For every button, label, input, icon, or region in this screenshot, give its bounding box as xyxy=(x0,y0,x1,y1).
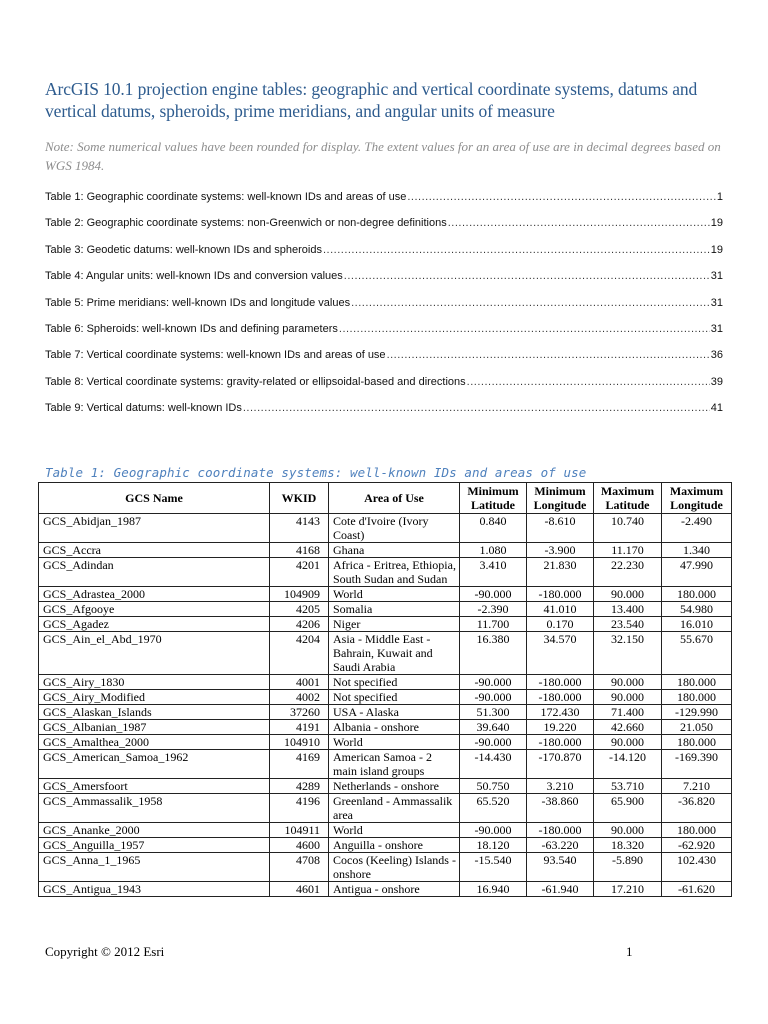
toc-entry[interactable] xyxy=(45,402,723,428)
gcs-name-cell: GCS_Abidjan_1987 xyxy=(39,514,270,543)
max-latitude-cell: 90.000 xyxy=(594,735,662,750)
wkid-cell: 104910 xyxy=(270,735,329,750)
toc-page-number: 31 xyxy=(710,296,723,309)
area-of-use-cell: Ghana xyxy=(329,543,460,558)
max-longitude-cell: 54.980 xyxy=(662,602,732,617)
header-max-latitude: Maximum Latitude xyxy=(594,483,662,514)
max-latitude-cell: 32.150 xyxy=(594,632,662,675)
min-latitude-cell: -90.000 xyxy=(460,823,527,838)
wkid-cell: 4600 xyxy=(270,838,329,853)
toc-label: Table 8: Vertical coordinate systems: gravity-related or ellipsoidal-based and directions xyxy=(45,375,466,388)
area-of-use-cell: USA - Alaska xyxy=(329,705,460,720)
max-longitude-cell: 21.050 xyxy=(662,720,732,735)
table-row xyxy=(39,632,732,675)
min-latitude-cell: 16.380 xyxy=(460,632,527,675)
area-of-use-cell: World xyxy=(329,823,460,838)
min-longitude-cell: -180.000 xyxy=(527,823,594,838)
min-longitude-cell: -180.000 xyxy=(527,675,594,690)
wkid-cell: 4205 xyxy=(270,602,329,617)
max-latitude-cell: 90.000 xyxy=(594,823,662,838)
min-longitude-cell: -63.220 xyxy=(527,838,594,853)
table-row xyxy=(39,853,732,882)
toc-page-number: 19 xyxy=(710,217,723,230)
gcs-name-cell: GCS_Accra xyxy=(39,543,270,558)
table-row xyxy=(39,690,732,705)
min-longitude-cell: 21.830 xyxy=(527,558,594,587)
min-latitude-cell: -90.000 xyxy=(460,587,527,602)
max-latitude-cell: 10.740 xyxy=(594,514,662,543)
toc-page-number: 31 xyxy=(710,270,723,283)
gcs-name-cell: GCS_American_Samoa_1962 xyxy=(39,750,270,779)
table-row xyxy=(39,602,732,617)
table-row xyxy=(39,779,732,794)
min-latitude-cell: 16.940 xyxy=(460,882,527,897)
wkid-cell: 4169 xyxy=(270,750,329,779)
min-latitude-cell: -15.540 xyxy=(460,853,527,882)
max-latitude-cell: 23.540 xyxy=(594,617,662,632)
min-latitude-cell: 0.840 xyxy=(460,514,527,543)
min-latitude-cell: 18.120 xyxy=(460,838,527,853)
area-of-use-cell: Asia - Middle East - Bahrain, Kuwait and Saudi Arabia xyxy=(329,632,460,675)
rounding-note: Note: Some numerical values have been rounded for display. The extent values for an area of use are in decimal degrees based on WGS 1984. xyxy=(45,139,721,173)
min-latitude-cell: -90.000 xyxy=(460,675,527,690)
table-row xyxy=(39,587,732,602)
max-latitude-cell: 18.320 xyxy=(594,838,662,853)
header-gcs-name: GCS Name xyxy=(39,483,270,514)
toc-label: Table 9: Vertical datums: well-known IDs xyxy=(45,402,242,415)
toc-entry[interactable] xyxy=(45,217,723,243)
min-longitude-cell: 3.210 xyxy=(527,779,594,794)
wkid-cell: 4206 xyxy=(270,617,329,632)
max-longitude-cell: -169.390 xyxy=(662,750,732,779)
max-longitude-cell: 16.010 xyxy=(662,617,732,632)
toc-leader-dots xyxy=(448,217,710,229)
toc-label: Table 6: Spheroids: well-known IDs and defining parameters xyxy=(45,322,338,335)
toc-leader-dots xyxy=(323,244,710,256)
header-wkid: WKID xyxy=(270,483,329,514)
min-latitude-cell: 65.520 xyxy=(460,794,527,823)
wkid-cell: 4001 xyxy=(270,675,329,690)
table-of-contents xyxy=(45,191,723,429)
table-row xyxy=(39,794,732,823)
document-title: ArcGIS 10.1 projection engine tables: geographic and vertical coordinate systems, datums and vertical datums, spheroids, prime meridians, and angular units of measure xyxy=(45,79,698,121)
min-latitude-cell: -14.430 xyxy=(460,750,527,779)
area-of-use-cell: Somalia xyxy=(329,602,460,617)
max-latitude-cell: -14.120 xyxy=(594,750,662,779)
toc-label: Table 5: Prime meridians: well-known IDs and longitude values xyxy=(45,296,351,309)
toc-entry[interactable] xyxy=(45,323,723,349)
gcs-name-cell: GCS_Amersfoort xyxy=(39,779,270,794)
min-longitude-cell: -180.000 xyxy=(527,690,594,705)
wkid-cell: 4143 xyxy=(270,514,329,543)
max-latitude-cell: 17.210 xyxy=(594,882,662,897)
max-latitude-cell: -5.890 xyxy=(594,853,662,882)
area-of-use-cell: World xyxy=(329,735,460,750)
max-latitude-cell: 71.400 xyxy=(594,705,662,720)
gcs-name-cell: GCS_Ananke_2000 xyxy=(39,823,270,838)
page-number: 1 xyxy=(626,944,633,959)
area-of-use-cell: World xyxy=(329,587,460,602)
table-row xyxy=(39,882,732,897)
gcs-name-cell: GCS_Alaskan_Islands xyxy=(39,705,270,720)
toc-entry[interactable] xyxy=(45,270,723,296)
min-latitude-cell: -90.000 xyxy=(460,735,527,750)
max-longitude-cell: 180.000 xyxy=(662,587,732,602)
gcs-name-cell: GCS_Airy_Modified xyxy=(39,690,270,705)
wkid-cell: 37260 xyxy=(270,705,329,720)
area-of-use-cell: Not specified xyxy=(329,690,460,705)
table-row xyxy=(39,735,732,750)
min-longitude-cell: 0.170 xyxy=(527,617,594,632)
table-header-row xyxy=(39,483,732,514)
wkid-cell: 4002 xyxy=(270,690,329,705)
gcs-name-cell: GCS_Anguilla_1957 xyxy=(39,838,270,853)
min-latitude-cell: 50.750 xyxy=(460,779,527,794)
max-longitude-cell: 55.670 xyxy=(662,632,732,675)
max-longitude-cell: -36.820 xyxy=(662,794,732,823)
toc-entry[interactable] xyxy=(45,349,723,375)
max-latitude-cell: 65.900 xyxy=(594,794,662,823)
header-min-longitude: Minimum Longitude xyxy=(527,483,594,514)
max-latitude-cell: 90.000 xyxy=(594,690,662,705)
min-longitude-cell: -170.870 xyxy=(527,750,594,779)
wkid-cell: 4601 xyxy=(270,882,329,897)
wkid-cell: 104909 xyxy=(270,587,329,602)
header-area-of-use: Area of Use xyxy=(329,483,460,514)
toc-leader-dots xyxy=(387,349,710,361)
toc-page-number: 39 xyxy=(710,375,723,388)
table-row xyxy=(39,838,732,853)
min-latitude-cell: -2.390 xyxy=(460,602,527,617)
min-longitude-cell: 34.570 xyxy=(527,632,594,675)
max-longitude-cell: 7.210 xyxy=(662,779,732,794)
toc-label: Table 1: Geographic coordinate systems: well-known IDs and areas of use xyxy=(45,191,407,203)
max-latitude-cell: 22.230 xyxy=(594,558,662,587)
gcs-name-cell: GCS_Ammassalik_1958 xyxy=(39,794,270,823)
toc-page-number: 41 xyxy=(710,402,723,415)
min-latitude-cell: 11.700 xyxy=(460,617,527,632)
wkid-cell: 4289 xyxy=(270,779,329,794)
max-longitude-cell: -2.490 xyxy=(662,514,732,543)
max-longitude-cell: 102.430 xyxy=(662,853,732,882)
toc-entry[interactable] xyxy=(45,191,723,217)
toc-label: Table 2: Geographic coordinate systems: non-Greenwich or non-degree definitions xyxy=(45,217,447,230)
area-of-use-cell: Antigua - onshore xyxy=(329,882,460,897)
min-longitude-cell: -180.000 xyxy=(527,735,594,750)
gcs-name-cell: GCS_Antigua_1943 xyxy=(39,882,270,897)
wkid-cell: 4196 xyxy=(270,794,329,823)
gcs-name-cell: GCS_Adindan xyxy=(39,558,270,587)
min-longitude-cell: 41.010 xyxy=(527,602,594,617)
min-longitude-cell: -180.000 xyxy=(527,587,594,602)
max-longitude-cell: 180.000 xyxy=(662,690,732,705)
max-longitude-cell: -61.620 xyxy=(662,882,732,897)
max-latitude-cell: 11.170 xyxy=(594,543,662,558)
area-of-use-cell: Cote d'Ivoire (Ivory Coast) xyxy=(329,514,460,543)
min-longitude-cell: -3.900 xyxy=(527,543,594,558)
area-of-use-cell: Netherlands - onshore xyxy=(329,779,460,794)
min-longitude-cell: -38.860 xyxy=(527,794,594,823)
max-latitude-cell: 90.000 xyxy=(594,675,662,690)
table-row xyxy=(39,514,732,543)
area-of-use-cell: Albania - onshore xyxy=(329,720,460,735)
max-latitude-cell: 42.660 xyxy=(594,720,662,735)
gcs-name-cell: GCS_Albanian_1987 xyxy=(39,720,270,735)
copyright-footer: Copyright © 2012 Esri xyxy=(45,944,165,959)
header-min-latitude: Minimum Latitude xyxy=(460,483,527,514)
table-row xyxy=(39,617,732,632)
toc-leader-dots xyxy=(339,323,710,335)
gcs-name-cell: GCS_Anna_1_1965 xyxy=(39,853,270,882)
min-latitude-cell: 51.300 xyxy=(460,705,527,720)
toc-leader-dots xyxy=(351,297,710,309)
max-longitude-cell: -62.920 xyxy=(662,838,732,853)
table-row xyxy=(39,543,732,558)
wkid-cell: 4708 xyxy=(270,853,329,882)
table-body xyxy=(39,514,732,897)
toc-page-number: 36 xyxy=(710,349,723,362)
toc-label: Table 3: Geodetic datums: well-known IDs and spheroids xyxy=(45,243,322,256)
toc-leader-dots xyxy=(243,402,710,414)
wkid-cell: 4204 xyxy=(270,632,329,675)
toc-entry[interactable] xyxy=(45,376,723,402)
area-of-use-cell: American Samoa - 2 main island groups xyxy=(329,750,460,779)
min-longitude-cell: 93.540 xyxy=(527,853,594,882)
toc-page-number: 1 xyxy=(716,191,723,203)
gcs-table xyxy=(38,482,732,897)
min-latitude-cell: 3.410 xyxy=(460,558,527,587)
area-of-use-cell: Cocos (Keeling) Islands - onshore xyxy=(329,853,460,882)
toc-label: Table 4: Angular units: well-known IDs and conversion values xyxy=(45,270,343,283)
table-row xyxy=(39,720,732,735)
table-row xyxy=(39,823,732,838)
gcs-name-cell: GCS_Amalthea_2000 xyxy=(39,735,270,750)
max-longitude-cell: 180.000 xyxy=(662,823,732,838)
wkid-cell: 4191 xyxy=(270,720,329,735)
max-latitude-cell: 53.710 xyxy=(594,779,662,794)
max-longitude-cell: 180.000 xyxy=(662,735,732,750)
table-row xyxy=(39,558,732,587)
min-latitude-cell: -90.000 xyxy=(460,690,527,705)
area-of-use-cell: Greenland - Ammassalik area xyxy=(329,794,460,823)
toc-label: Table 7: Vertical coordinate systems: well-known IDs and areas of use xyxy=(45,349,386,362)
min-latitude-cell: 1.080 xyxy=(460,543,527,558)
max-longitude-cell: -129.990 xyxy=(662,705,732,720)
toc-entry[interactable] xyxy=(45,297,723,323)
max-latitude-cell: 13.400 xyxy=(594,602,662,617)
toc-page-number: 19 xyxy=(710,243,723,256)
min-longitude-cell: -61.940 xyxy=(527,882,594,897)
gcs-name-cell: GCS_Ain_el_Abd_1970 xyxy=(39,632,270,675)
max-longitude-cell: 47.990 xyxy=(662,558,732,587)
min-latitude-cell: 39.640 xyxy=(460,720,527,735)
toc-entry[interactable] xyxy=(45,244,723,270)
gcs-name-cell: GCS_Adrastea_2000 xyxy=(39,587,270,602)
header-max-longitude: Maximum Longitude xyxy=(662,483,732,514)
toc-page-number: 31 xyxy=(710,322,723,335)
min-longitude-cell: 172.430 xyxy=(527,705,594,720)
wkid-cell: 4201 xyxy=(270,558,329,587)
gcs-name-cell: GCS_Airy_1830 xyxy=(39,675,270,690)
area-of-use-cell: Not specified xyxy=(329,675,460,690)
table-caption: Table 1: Geographic coordinate systems: well-known IDs and areas of use xyxy=(45,465,587,480)
min-longitude-cell: -8.610 xyxy=(527,514,594,543)
toc-leader-dots xyxy=(407,191,716,203)
gcs-name-cell: GCS_Afgooye xyxy=(39,602,270,617)
toc-leader-dots xyxy=(344,270,710,282)
gcs-name-cell: GCS_Agadez xyxy=(39,617,270,632)
wkid-cell: 4168 xyxy=(270,543,329,558)
area-of-use-cell: Africa - Eritrea, Ethiopia, South Sudan and Sudan xyxy=(329,558,460,587)
wkid-cell: 104911 xyxy=(270,823,329,838)
max-latitude-cell: 90.000 xyxy=(594,587,662,602)
max-longitude-cell: 1.340 xyxy=(662,543,732,558)
table-row xyxy=(39,750,732,779)
area-of-use-cell: Anguilla - onshore xyxy=(329,838,460,853)
area-of-use-cell: Niger xyxy=(329,617,460,632)
max-longitude-cell: 180.000 xyxy=(662,675,732,690)
toc-leader-dots xyxy=(467,376,710,388)
table-row xyxy=(39,675,732,690)
table-row xyxy=(39,705,732,720)
min-longitude-cell: 19.220 xyxy=(527,720,594,735)
